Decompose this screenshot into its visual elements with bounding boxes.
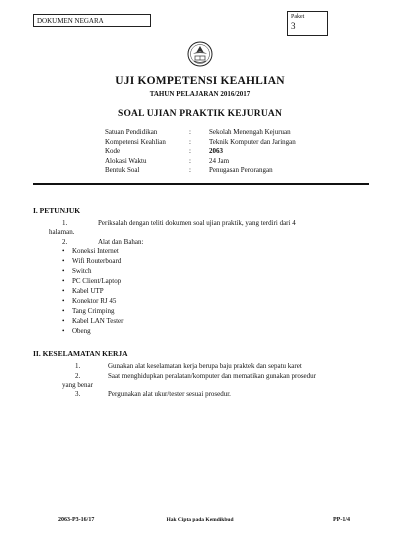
- bullet-icon: •: [62, 297, 65, 305]
- info-row: [105, 128, 335, 138]
- bullet-icon: •: [62, 277, 65, 285]
- bullet-text: Obeng: [72, 327, 91, 335]
- info-sep: :: [189, 137, 191, 146]
- exam-info-table: [105, 128, 335, 176]
- academic-year: TAHUN PELAJARAN 2016/2017: [149, 90, 251, 98]
- bullet-text: Tang Crimping: [72, 307, 115, 315]
- bullet-text: Switch: [72, 267, 92, 275]
- bullet-text: Kabel UTP: [72, 287, 104, 295]
- info-row: [105, 138, 335, 148]
- list-item-continuation: yang benar: [62, 381, 93, 389]
- document-classification-label: DOKUMEN NEGARA: [33, 14, 151, 27]
- info-row: [105, 157, 335, 167]
- list-item-continuation: halaman.: [49, 228, 75, 236]
- bullet-icon: •: [62, 257, 65, 265]
- list-number: 1.: [62, 219, 68, 227]
- list-item-text: Pergunakan alat ukur/tester sesuai prosedur.: [108, 390, 231, 398]
- tut-wuri-handayani-logo-icon: [187, 41, 213, 67]
- info-row: [105, 166, 335, 176]
- list-number: 1.: [75, 362, 81, 370]
- list-item-text: Alat dan Bahan:: [98, 238, 144, 246]
- section-keselamatan-heading: II. KESELAMATAN KERJA: [33, 349, 128, 358]
- paket-box: [287, 11, 328, 36]
- section-petunjuk-heading: I. PETUNJUK: [33, 206, 81, 215]
- info-value: Teknik Komputer dan Jaringan: [209, 137, 296, 146]
- footer-page-number: PP-1/4: [333, 517, 350, 523]
- info-value: Penugasan Perorangan: [209, 166, 273, 174]
- list-item-text: Saat menghidupkan peralatan/komputer dan mematikan gunakan prosedur: [108, 372, 316, 380]
- bullet-text: Kabel LAN Tester: [72, 317, 124, 325]
- info-key: Kompetensi Keahlian: [105, 137, 166, 146]
- bullet-icon: •: [62, 317, 65, 325]
- paket-number: 3: [291, 21, 296, 31]
- info-key: Satuan Pendidikan: [105, 128, 158, 136]
- bullet-icon: •: [62, 267, 65, 275]
- footer-copyright: Hak Cipta pada Kemdikbud: [166, 517, 234, 523]
- bullet-text: Wifi Routerboard: [72, 257, 122, 265]
- bullet-text: PC Client/Laptop: [72, 277, 122, 285]
- bullet-icon: •: [62, 307, 65, 315]
- info-value: 2063: [209, 147, 223, 155]
- info-key: Alokasi Waktu: [105, 156, 147, 165]
- info-sep: :: [189, 156, 191, 165]
- exam-subtitle: SOAL UJIAN PRAKTIK KEJURUAN: [117, 109, 282, 119]
- list-number: 2.: [62, 238, 68, 246]
- info-key: Kode: [105, 147, 121, 155]
- info-sep: :: [189, 147, 191, 155]
- list-number: 2.: [75, 372, 81, 380]
- header-divider: [33, 183, 369, 185]
- info-value: Sekolah Menengah Kejuruan: [209, 128, 291, 136]
- footer-code: 2063-P3-16/17: [58, 517, 95, 523]
- exam-title: UJI KOMPETENSI KEAHLIAN: [115, 75, 285, 87]
- bullet-icon: •: [62, 247, 65, 255]
- bullet-text: Konektor RJ 45: [72, 297, 117, 305]
- info-key: Bentuk Soal: [105, 166, 140, 174]
- bullet-icon: •: [62, 287, 65, 295]
- list-item-text: Periksalah dengan teliti dokumen soal ujian praktik, yang terdiri dari 4: [98, 219, 296, 227]
- bullet-text: Koneksi Internet: [72, 247, 119, 255]
- paket-label: Paket: [291, 14, 305, 20]
- info-sep: :: [189, 166, 191, 174]
- list-number: 3.: [75, 390, 81, 398]
- bullet-icon: •: [62, 327, 65, 335]
- info-row: [105, 147, 335, 157]
- info-sep: :: [189, 128, 191, 136]
- list-item-text: Gunakan alat keselamatan kerja berupa baju praktek dan sepatu karet: [108, 362, 302, 370]
- info-value: 24 Jam: [209, 156, 230, 165]
